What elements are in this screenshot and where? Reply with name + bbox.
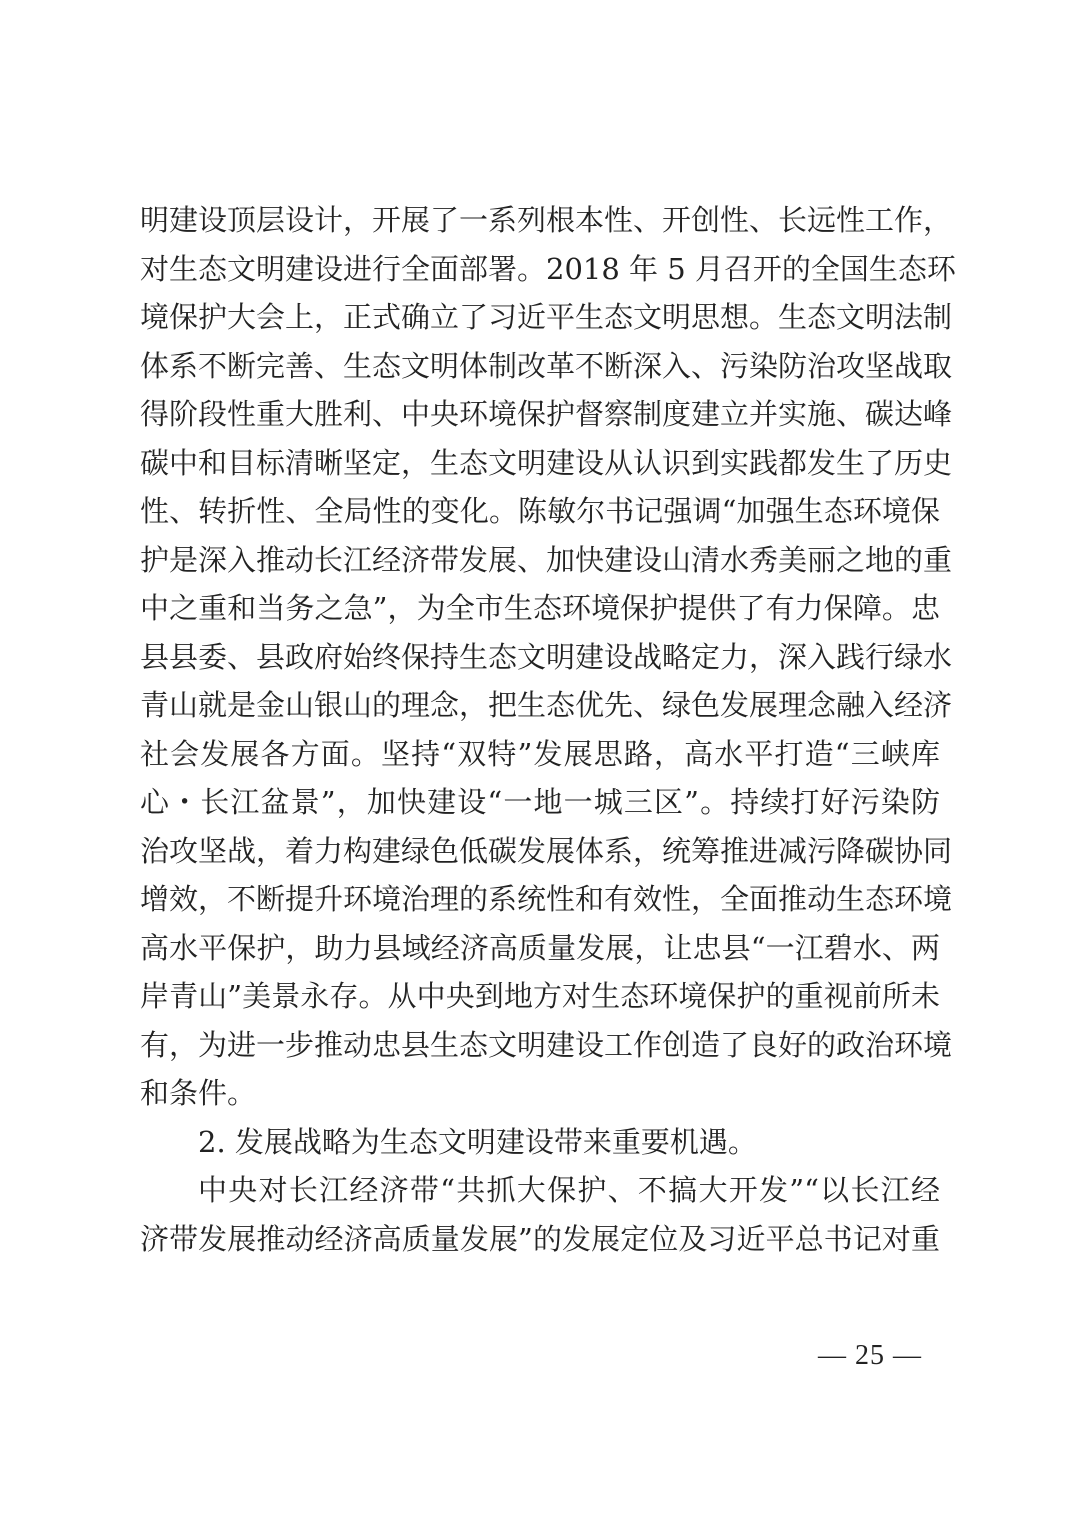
text-line: 碳中和目标清晰坚定，生态文明建设从认识到实践都发生了历史 [140,445,953,480]
text-line: 增效，不断提升环境治理的系统性和有效性，全面推动生态环境 [140,882,953,916]
text-line: 护是深入推动长江经济带发展、加快建设山清水秀美丽之地的重 [140,542,953,577]
body-text [140,196,956,1263]
text-line: 中之重和当务之急”，为全市生态环境保护提供了有力保障。忠 [140,591,940,625]
text-line: 和条件。 [140,1076,257,1110]
text-line: 体系不断完善、生态文明体制改革不断深入、污染防治攻坚战取 [140,348,953,383]
text-line: 岸青山”美景永存。从中央到地方对生态环境保护的重视前所未 [140,979,940,1013]
text-line: 有，为进一步推动忠县生态文明建设工作创造了良好的政治环境 [140,1027,953,1062]
text-line: 县县委、县政府始终保持生态文明建设战略定力，深入践行绿水 [140,639,953,674]
text-line: 济带发展推动经济高质量发展”的发展定位及习近平总书记对重 [140,1221,940,1256]
text-line: 高水平保护，助力县域经济高质量发展，让忠县“一江碧水、两 [140,930,940,965]
text-line: 得阶段性重大胜利、中央环境保护督察制度建立并实施、碳达峰 [140,397,953,431]
text-line: 境保护大会上，正式确立了习近平生态文明思想。生态文明法制 [140,300,953,334]
text-line: 中央对长江经济带“共抓大保护、不搞大开发”“以长江经 [198,1173,940,1207]
text-line: 青山就是金山银山的理念，把生态优先、绿色发展理念融入经济 [140,688,953,722]
page-number: — 25 — [818,1340,922,1371]
text-line: 性、转折性、全局性的变化。陈敏尔书记强调“加强生态环境保 [140,494,940,528]
text-line: 社会发展各方面。坚持“双特”发展思路，高水平打造“三峡库 [140,736,940,771]
text-line: 心・长江盆景”，加快建设“一地一城三区”。持续打好污染防 [140,785,940,819]
text-line: 明建设顶层设计，开展了一系列根本性、开创性、长远性工作， [140,203,953,237]
text-line: 治攻坚战，着力构建绿色低碳发展体系，统筹推进减污降碳协同 [140,833,953,868]
section-heading: 2. 发展战略为生态文明建设带来重要机遇。 [198,1124,757,1159]
text-line: 对生态文明建设进行全面部署。2018 年 5 月召开的全国生态环 [140,251,956,286]
